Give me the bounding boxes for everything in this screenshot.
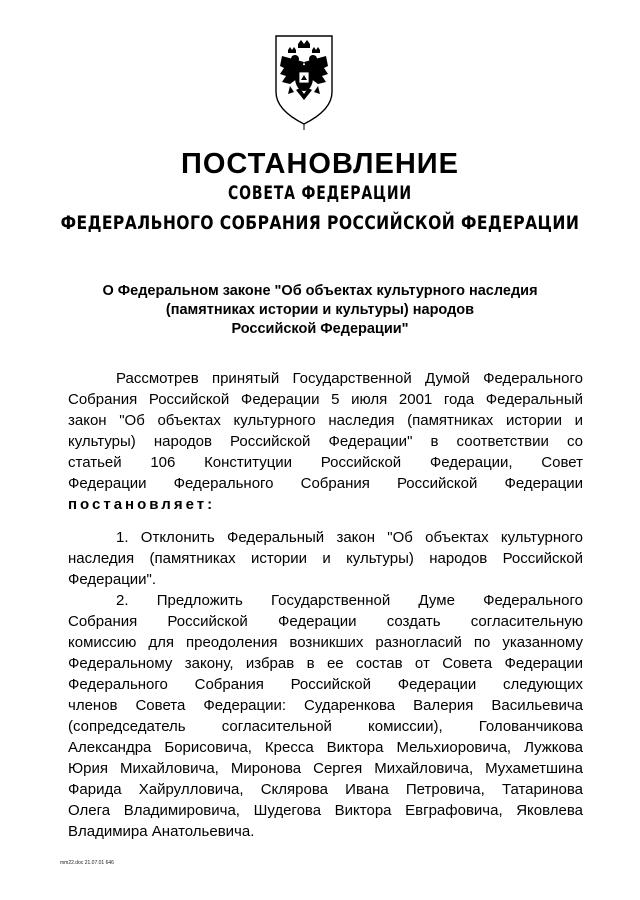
document-subtitle-council: СОВЕТА ФЕДЕРАЦИИ	[227, 182, 412, 204]
item-2-line: Собрания Российской Федерации создать согласительную	[68, 613, 583, 630]
preamble-line: культуры) народов Российской Федерации" в соответствии со	[68, 433, 583, 450]
item-2-line: 2. Предложить Государственной Думе Федерального	[116, 592, 583, 609]
preamble-line: Федерации Федерального Собрания Российской Федерации	[68, 475, 583, 492]
item-2-line: Федеральному закону, избрав в ее состав от Совета Федерации	[68, 655, 583, 672]
item-2-line: Александра Борисовича, Кресса Виктора Мельхиоровича, Лужкова	[68, 739, 583, 756]
item-2-line: комиссию для преодоления возникших разногласий по указанному	[68, 634, 583, 651]
item-2-line: Фарида Хайрулловича, Склярова Ивана Петровича, Татаринова	[68, 781, 583, 798]
item-1-paragraph	[68, 527, 583, 590]
preamble-line: Рассмотрев принятый Государственной Думой Федерального	[116, 370, 583, 387]
document-subject	[60, 282, 580, 339]
preamble-line: закон "Об объектах культурного наследия (памятниках истории и	[68, 412, 583, 429]
item-2-line: (сопредседатель согласительной комиссии), Голованчикова	[68, 718, 583, 735]
preamble-line: Собрания Российской Федерации 5 июля 2001 года Федеральный	[68, 391, 583, 408]
subject-line: (памятниках истории и культуры) народов	[165, 302, 475, 318]
document-body	[68, 368, 583, 842]
item-2-paragraph	[68, 590, 583, 842]
item-2-line: членов Совета Федерации: Судаpенкова Валерия Васильевича	[68, 697, 583, 714]
subject-line: Российской Федерации"	[231, 321, 409, 337]
coat-of-arms-icon	[268, 30, 340, 130]
item-2-line: Олега Владимировича, Шудегова Виктора Евграфовича, Яковлева	[68, 802, 583, 819]
item-2-line: Владимира Анатольевича.	[68, 823, 255, 840]
item-2-line: Юрия Михайловича, Миронова Сергея Михайловича, Мухаметшина	[68, 760, 583, 777]
item-1-line: 1. Отклонить Федеральный закон "Об объектах культурного	[116, 529, 583, 546]
item-2-line: Федерального Собрания Российской Федерации следующих	[68, 676, 583, 693]
item-1-line: Федерации".	[68, 571, 157, 588]
item-1-line: наследия (памятниках истории и культуры) народов Российской	[68, 550, 583, 567]
preamble-line: статьей 106 Конституции Российской Федерации, Совет	[68, 454, 583, 471]
document-title: ПОСТАНОВЛЕНИЕ	[181, 148, 459, 180]
subject-line: О Федеральном законе "Об объектах культурного наследия	[102, 283, 538, 299]
document-subtitle-assembly: ФЕДЕРАЛЬНОГО СОБРАНИЯ РОССИЙСКОЙ ФЕДЕРАЦИИ	[60, 212, 580, 234]
preamble-paragraph	[68, 368, 583, 515]
resolves-word: постановляет:	[68, 496, 216, 513]
footer-file-code: mm22.doc 21.07.01 646	[60, 860, 114, 866]
